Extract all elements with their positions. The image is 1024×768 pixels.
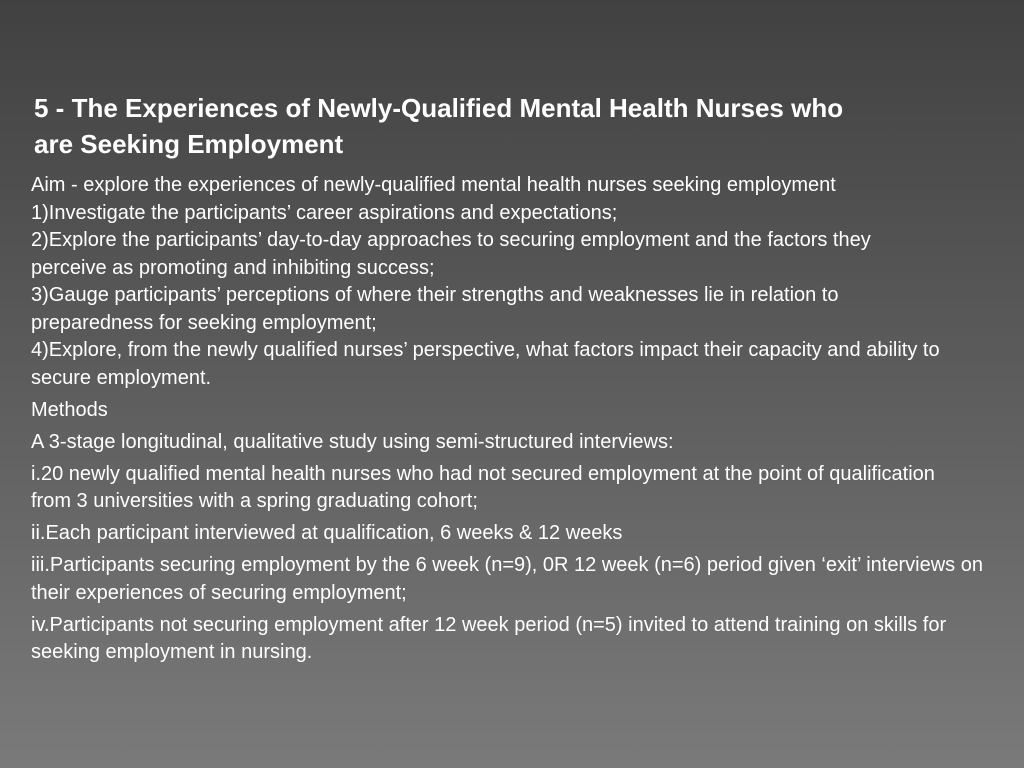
slide-title-line: are Seeking Employment: [34, 129, 344, 159]
methods-item-2: ii.Each participant interviewed at qualification, 6 weeks & 12 weeks: [31, 522, 623, 544]
objective-4: 4)Explore, from the newly qualified nurses’ perspective, what factors impact their capacity and ability to secure employment.: [31, 339, 940, 389]
objective-2: 2)Explore the participants’ day-to-day approaches to securing employment and the factors they perceive as promoting and inhibiting success;: [31, 229, 871, 279]
objective-1: 1)Investigate the participants’ career aspirations and expectations;: [31, 201, 618, 224]
methods-intro: A 3-stage longitudinal, qualitative study using semi-structured interviews:: [31, 430, 674, 453]
slide-title: [34, 90, 974, 162]
slide-body: [31, 172, 1006, 667]
methods-item-3: iii.Participants securing employment by the 6 week (n=9), 0R 12 week (n=6) period given ‘exit’ interviews on their experiences of securing employment;: [31, 554, 983, 604]
slide-title-line: 5 - The Experiences of Newly-Qualified Mental Health Nurses who: [34, 93, 844, 123]
methods-heading: Methods: [31, 398, 108, 421]
objective-3: 3)Gauge participants’ perceptions of where their strengths and weaknesses lie in relation to preparedness for seeking employment;: [31, 284, 839, 334]
methods-item-1: i.20 newly qualified mental health nurses who had not secured employment at the point of qualification from 3 universities with a spring graduating cohort;: [31, 462, 935, 512]
aim-text: Aim - explore the experiences of newly-qualified mental health nurses seeking employment: [31, 174, 836, 196]
methods-item-4: iv.Participants not securing employment after 12 week period (n=5) invited to attend training on skills for seeking employment in nursing.: [31, 613, 947, 663]
